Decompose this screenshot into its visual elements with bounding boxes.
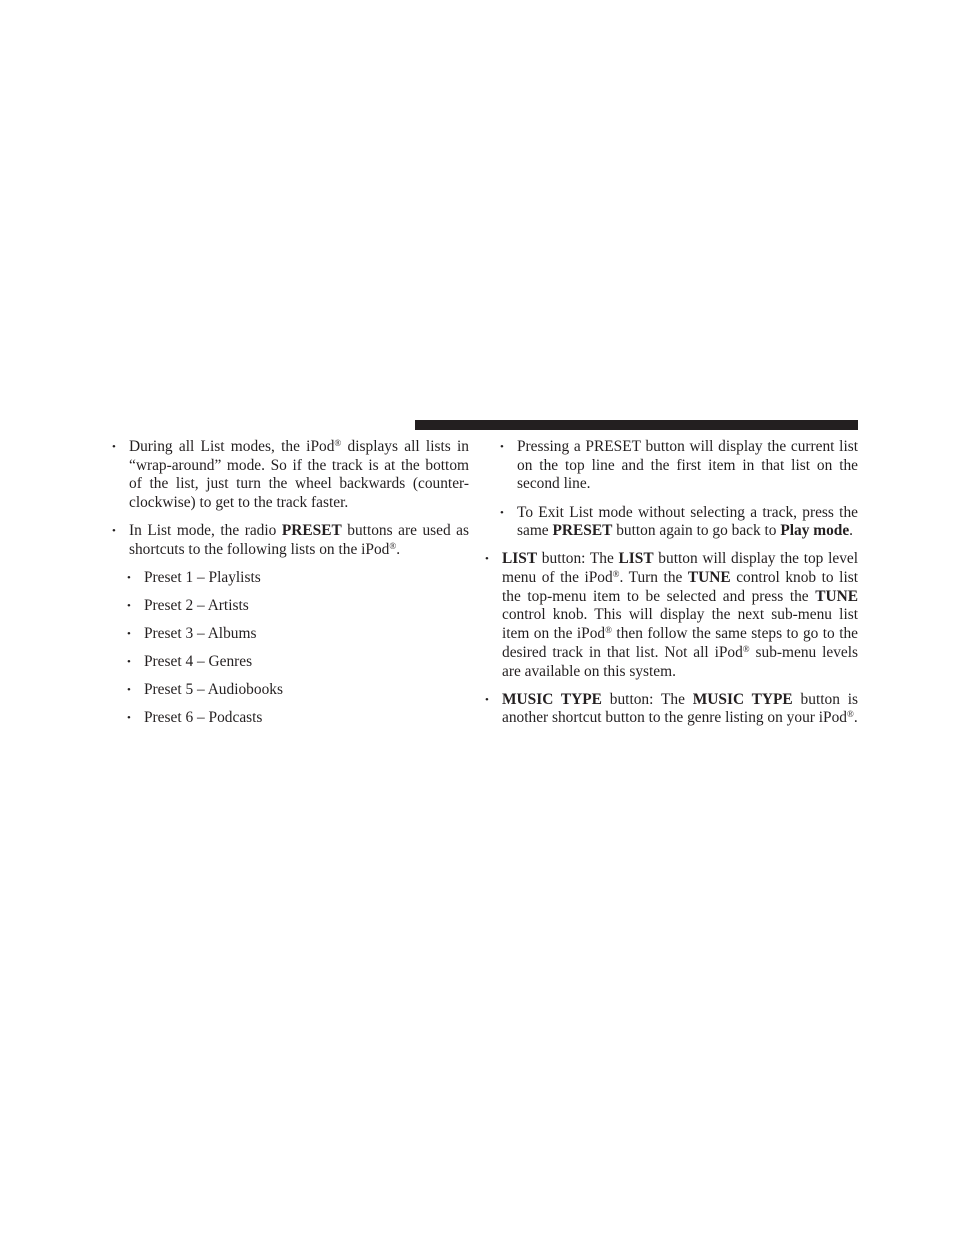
bullet-text: During all List modes, the iPod® displays all lists in “wrap-around” mode. So if the track is at the bottom of the list, just turn the wheel backwards (counter-clockwise) to get to the track faster.: [129, 438, 469, 512]
list-item: [500, 504, 858, 541]
bullet-icon: •: [112, 525, 116, 538]
registered-mark: ®: [389, 540, 397, 551]
bullet-icon: •: [127, 572, 131, 584]
bullet-text: LIST button: The LIST button will display the top level menu of the iPod®. Turn the TUNE control knob to list the top-menu item to be selected and press the TUNE control knob. This will display the next sub-menu list item on the iPod® then follow the same steps to go to the desired track in that list. Not all iPod® sub-menu levels are available on this system.: [502, 550, 859, 680]
right-column: [485, 438, 858, 737]
list-item: [112, 438, 469, 513]
bullet-icon: •: [127, 656, 131, 669]
preset-list-item: • Preset 6 – Podcasts: [127, 709, 263, 727]
bullet-icon: •: [127, 684, 131, 697]
registered-mark: ®: [612, 569, 620, 579]
list-button-item: [485, 550, 858, 681]
bullet-icon: •: [127, 600, 131, 613]
music-type-item: [485, 691, 858, 728]
preset-list-item: • Preset 4 – Genres: [127, 653, 253, 671]
registered-mark: ®: [605, 625, 612, 636]
bullet-text: To Exit List mode without selecting a track, press the same PRESET button again to go back to Play mode.: [517, 503, 858, 540]
registered-mark: ®: [742, 643, 750, 654]
bullet-icon: •: [500, 506, 504, 519]
preset-list-item: • Preset 5 – Audiobooks: [127, 681, 283, 699]
bullet-text: In List mode, the radio PRESET buttons are used as shortcuts to the following lists on the iPod®.: [129, 522, 469, 558]
preset-list-item: • Preset 2 – Artists: [127, 597, 249, 615]
registered-mark: ®: [334, 438, 342, 448]
bullet-icon: •: [485, 553, 489, 566]
section-header-bar: [415, 420, 858, 430]
list-item: [112, 522, 469, 559]
bullet-icon: •: [112, 441, 116, 453]
preset-list-item: • Preset 3 – Albums: [127, 625, 257, 643]
bullet-icon: •: [127, 712, 131, 725]
left-column: [112, 438, 469, 738]
bullet-text: MUSIC TYPE button: The MUSIC TYPE button is another shortcut button to the genre listing on your iPod®.: [502, 690, 859, 727]
bullet-icon: •: [127, 628, 131, 641]
preset-list-item: • Preset 1 – Playlists: [127, 569, 261, 586]
bullet-icon: •: [500, 441, 504, 453]
list-item: • Pressing a PRESET button will display the current list on the top line and the first item in that list on the second line.: [500, 438, 858, 493]
registered-mark: ®: [846, 709, 854, 720]
bullet-icon: •: [485, 693, 489, 706]
